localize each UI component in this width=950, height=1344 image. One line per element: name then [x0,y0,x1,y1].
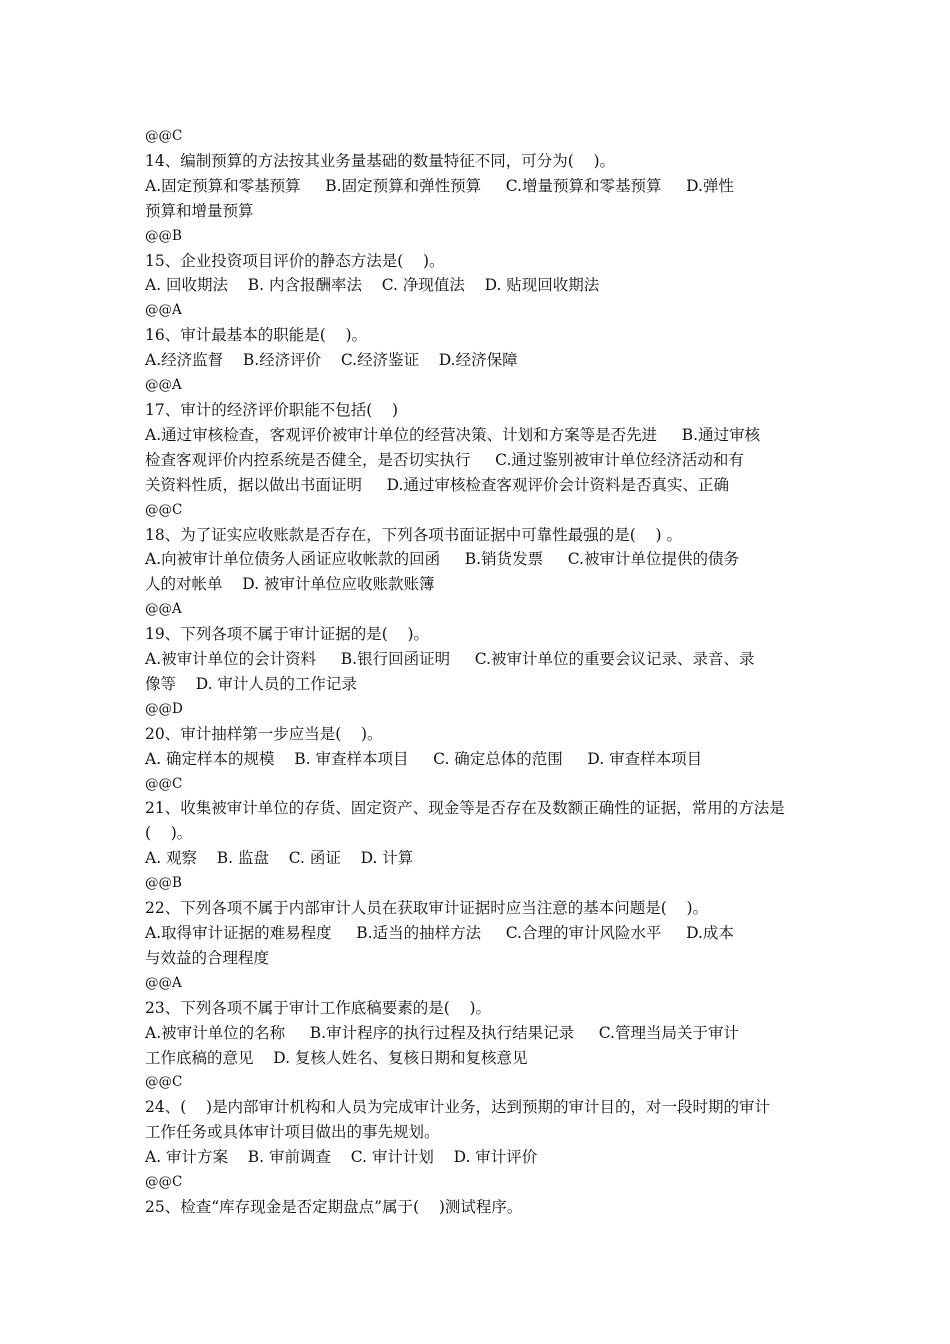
answer-options: A. 观察 B. 监盘 C. 函证 D. 计算 [145,849,414,868]
answer-key: @@A [145,377,182,394]
answer-key: @@B [145,227,182,244]
answer-options: 工作底稿的意见 D. 复核人姓名、复核日期和复核意见 [145,1048,528,1067]
answer-key: @@B [145,875,182,892]
answer-key: @@C [145,775,183,792]
answer-options: 工作任务或具体审计项目做出的事先规划。 [145,1123,440,1142]
answer-options: 人的对帐单 D. 被审计单位应收账款账簿 [145,575,435,594]
answer-options: 预算和增量预算 [145,201,254,220]
answer-key: @@A [145,974,182,991]
answer-options: 关资料性质，据以做出书面证明 D.通过审核检查客观评价会计资料是否真实、正确 [145,475,729,494]
answer-key: @@A [145,601,182,618]
question-list [145,124,815,1220]
answer-key: @@D [145,700,183,717]
answer-options: A.被审计单位的会计资料 B.银行回函证明 C.被审计单位的重要会议记录、录音、录 [145,650,755,669]
answer-options: A. 审计方案 B. 审前调查 C. 审计计划 D. 审计评价 [145,1148,538,1167]
question-stem: 24、( )是内部审计机构和人员为完成审计业务，达到预期的审计目的，对一段时期的审计 [145,1098,771,1117]
answer-options: A.向被审计单位债务人函证应收帐款的回函 B.销货发票 C.被审计单位提供的债务 [145,550,739,569]
answer-options: A.固定预算和零基预算 B.固定预算和弹性预算 C.增量预算和零基预算 D.弹性 [145,176,734,195]
answer-options: A.通过审核检查，客观评价被审计单位的经营决策、计划和方案等是否先进 B.通过审核 [145,425,761,444]
answer-options: 像等 D. 审计人员的工作记录 [145,674,357,693]
question-stem: 25、检查“库存现金是否定期盘点”属于( )测试程序。 [145,1197,523,1216]
question-stem: 18、为了证实应收账款是否存在，下列各项书面证据中可靠性最强的是( ) 。 [145,525,682,544]
question-stem: 19、下列各项不属于审计证据的是( )。 [145,625,430,644]
answer-key: @@C [145,1074,183,1091]
answer-options: 与效益的合理程度 [145,948,270,967]
answer-options: ( )。 [145,824,193,843]
question-stem: 22、下列各项不属于内部审计人员在获取审计证据时应当注意的基本问题是( )。 [145,899,709,918]
question-stem: 15、企业投资项目评价的静态方法是( )。 [145,251,445,270]
answer-options: A.被审计单位的名称 B.审计程序的执行过程及执行结果记录 C.管理当局关于审计 [145,1023,739,1042]
answer-options: A.经济监督 B.经济评价 C.经济鉴证 D.经济保障 [145,351,518,370]
question-stem: 20、审计抽样第一步应当是( )。 [145,724,383,743]
question-stem: 14、编制预算的方法按其业务量基础的数量特征不同，可分为( )。 [145,151,616,170]
answer-options: A. 回收期法 B. 内含报酬率法 C. 净现值法 D. 贴现回收期法 [145,276,600,295]
question-stem: 16、审计最基本的职能是( )。 [145,326,368,345]
question-stem: 17、审计的经济评价职能不包括( ) [145,400,399,419]
answer-options: A. 确定样本的规模 B. 审查样本项目 C. 确定总体的范围 D. 审查样本项目 [145,749,703,768]
answer-options: 检查客观评价内控系统是否健全，是否切实执行 C.通过鉴别被审计单位经济活动和有 [145,450,744,469]
answer-key: @@C [145,1174,183,1191]
answer-key: @@C [145,501,183,518]
question-stem: 23、下列各项不属于审计工作底稿要素的是( )。 [145,998,492,1017]
answer-key: @@A [145,302,182,319]
question-stem: 21、收集被审计单位的存货、固定资产、现金等是否存在及数额正确性的证据，常用的方法是 [145,799,785,818]
answer-key: @@C [145,128,183,144]
answer-options: A.取得审计证据的难易程度 B.适当的抽样方法 C.合理的审计风险水平 D.成本 [145,924,734,942]
